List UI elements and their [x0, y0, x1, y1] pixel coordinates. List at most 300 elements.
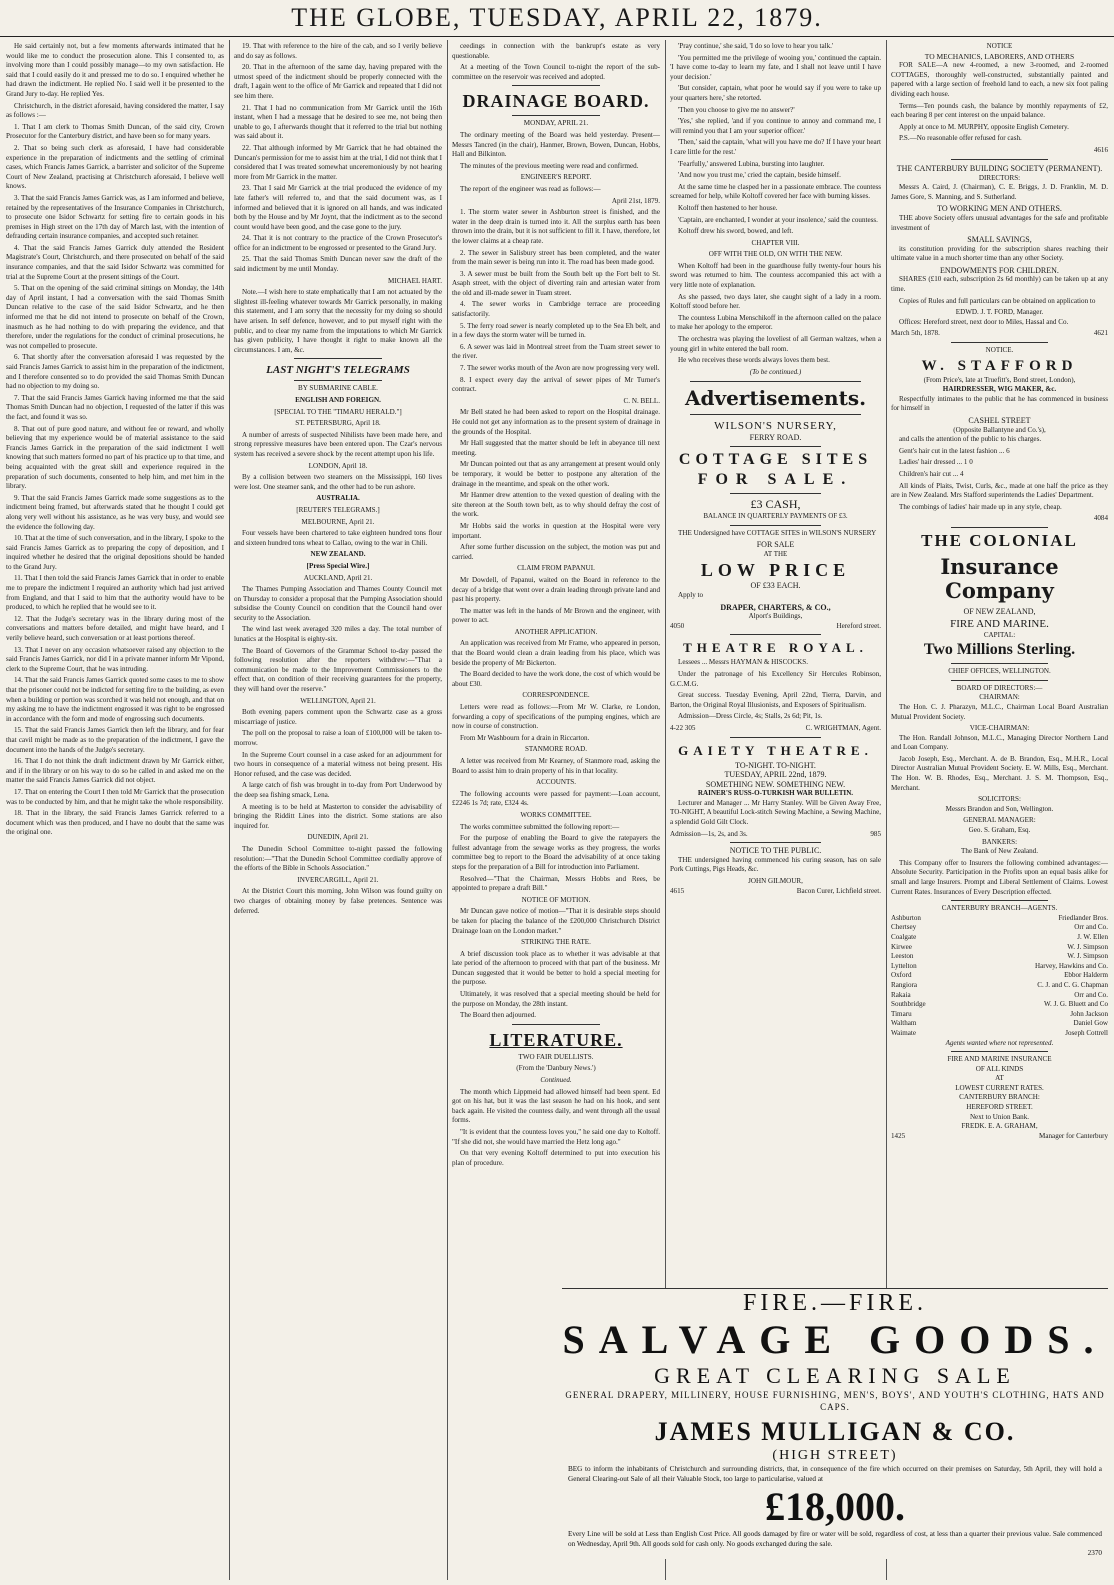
ad-firm-name: JAMES MULLIGAN & CO.	[654, 1417, 1016, 1446]
subhead: CORRESPONDENCE.	[522, 691, 590, 700]
paragraph: The Hon. Randall Johnson, M.L.C., Managing Director Northern Land and Loan Company.	[891, 733, 1108, 752]
ad-subheading: Alport's Buildings,	[748, 612, 803, 621]
section-title: LITERATURE.	[489, 1029, 623, 1050]
paragraph: As she passed, two days later, she caught sight of a lady in a room. Koltoff stood before her.	[670, 292, 881, 311]
ad-subheading: EDWD. J. T. FORD, Manager.	[955, 308, 1044, 317]
agent-name: Orr and Co.	[1074, 990, 1108, 999]
paragraph: Agents wanted where not represented.	[945, 1038, 1054, 1047]
dateline: AUCKLAND, April 21.	[303, 573, 373, 582]
paragraph: Both evening papers comment upon the Schwartz case as a gross miscarriage of justice.	[234, 708, 442, 726]
ad-heading: NOTICE TO THE PUBLIC.	[729, 846, 822, 856]
ad-subheading: (Opposite Ballantyne and Co.'s),	[953, 425, 1046, 434]
paragraph: Christchurch, in the district aforesaid, having considered the matter, I say as follows :—	[6, 101, 224, 120]
paragraph: The ordinary meeting of the Board was held yesterday. Present—Messrs Tancred (in the chair), Hanmer, Brown, Bowen, Duncan, Hobbs, Hall and Bilkinton.	[452, 130, 660, 159]
paragraph: Koltoff drew his sword, bowed, and left.	[678, 227, 794, 236]
ad-number: 4084	[1093, 514, 1108, 523]
ad-subheading: BOARD OF DIRECTORS:—	[956, 683, 1043, 692]
paragraph: 24. That it is not contrary to the practice of the Crown Prosecutor's office for an indictment to be engrossed or presented to the Grand Jury.	[234, 234, 442, 252]
subhead: AUSTRALIA.	[316, 494, 360, 503]
divider	[951, 342, 1048, 343]
paragraph: its constitution providing for the subscription shares reaching their ultimate value in a much shorter time than any other Society.	[891, 244, 1108, 263]
ad-footer	[670, 724, 881, 734]
paragraph: An application was received from Mr Frame, who appeared in person, that the Board would clean a drain leading from his place, which was beside the property of Mr Bickerton.	[452, 639, 660, 667]
paragraph: Koltoff then hastened to her house.	[678, 203, 778, 212]
ad-amount: £18,000.	[765, 1484, 905, 1529]
divider	[294, 358, 382, 359]
agent-row	[891, 952, 1108, 962]
agent-location: Southbridge	[891, 1000, 926, 1009]
paragraph: THE Undersigned have COTTAGE SITES in WILSON'S NURSERY	[678, 528, 877, 537]
divider	[730, 634, 821, 635]
price-line: Children's hair cut ... 4	[899, 469, 964, 478]
paragraph: By a collision between two steamers on the Mississippi, 160 lives were lost. One steamer sank, and the other had to be run ashore.	[234, 473, 442, 491]
agent-location: Oxford	[891, 971, 912, 980]
subhead: ACCOUNTS.	[535, 778, 576, 787]
ad-subheading: RAINER'S RUSS-O-TURKISH WAR BULLETIN.	[697, 789, 854, 798]
paragraph: The Board then adjourned.	[460, 1011, 537, 1020]
ad-heading: SALVAGE GOODS.	[562, 1317, 1108, 1362]
subhead: STANMORE ROAD.	[524, 745, 588, 754]
agent-location: Timaru	[891, 1009, 912, 1018]
subhead: [SPECIAL TO THE "TIMARU HERALD."]	[274, 407, 402, 416]
paragraph: 14. That the said Francis James Garrick quoted some cases to me to show that the prisoner could not be indicted for setting fire to the building, as even when a building or portion was scorched it was held not enough, and that on my asking me to have the indictment engrossed it was right to be engrossed in accordance with the form and mode of engrossing such documents.	[6, 676, 224, 723]
subhead: CHAPTER VIII.	[751, 238, 800, 247]
paragraph: Terms—Ten pounds cash, the balance by monthly repayments of £2, each bearing 8 per cent interest on the unpaid balance.	[891, 101, 1108, 120]
paragraph: 'But consider, captain, what poor he would say if you were to take up your quarters here,' she retorted.	[670, 84, 881, 102]
ad-heading: W. STAFFORD	[921, 357, 1078, 374]
agent-name: W. J. Simpson	[1067, 952, 1108, 961]
subhead: ENGLISH AND FOREIGN.	[295, 396, 381, 404]
paragraph: The wind last week averaged 320 miles a day. The total number of lunatics at the Hospital is eighty-six.	[234, 625, 442, 644]
ad-subheading: OF ALL KINDS	[975, 1064, 1024, 1073]
paragraph: 19. That with reference to the hire of the cab, and so I verily believe and do say as follows.	[234, 42, 442, 60]
ad-subheading: SOMETHING NEW. SOMETHING NEW.	[705, 779, 846, 789]
paragraph: Mr Hanmer drew attention to the vexed question of dealing with the site thereon at the South town belt, as to why should defray the cost of the work.	[452, 491, 660, 519]
ad-subheading: HEREFORD STREET.	[966, 1103, 1033, 1112]
ad-address: Hereford street.	[836, 621, 881, 630]
paragraph: Mr Dowdell, of Papanui, waited on the Board in reference to the decay of a bridge that went over a drain leading through private land and past his property.	[452, 575, 660, 604]
paragraph: SHARES (£10 each, subscription 2s 6d monthly) can be taken up at any time.	[891, 275, 1108, 294]
agent-name: John Jackson	[1070, 1009, 1108, 1018]
agent-location: Rangiora	[891, 980, 918, 989]
paragraph: 13. That I never on any occasion whatsoever raised any objection to the said Francis James Garrick, nor did I in a private manner inform Mr Vipond, clerk to the Supreme Court, that he was intruding.	[6, 645, 224, 673]
agent-location: Lyttelton	[891, 961, 917, 970]
paragraph: 16. That I do not think the draft indictment drawn by Mr Garrick either, and if in the library or on his way to do so he called in and asked me on the matter the said Francis James Garrick did not object.	[6, 757, 224, 785]
paragraph: Apply at once to M. MURPHY, opposite English Cemetery.	[899, 122, 1069, 131]
ad-subheading: GENERAL DRAPERY, MILLINERY, HOUSE FURNISHING, MEN'S, BOYS', AND YOUTH'S CLOTHING, HATS AND CAPS.	[565, 1390, 1105, 1412]
ad-subheading: Next to Union Bank.	[969, 1112, 1030, 1121]
subhead: TWO FAIR DUELLISTS.	[518, 1052, 594, 1061]
agent-name: Friedlander Bros.	[1058, 913, 1108, 922]
section-title: LAST NIGHT'S TELEGRAMS	[266, 364, 410, 377]
agent-row	[891, 981, 1108, 991]
agent-row	[891, 991, 1108, 1001]
agent-name: W. J. Simpson	[1067, 942, 1108, 951]
divider	[951, 159, 1048, 160]
ad-body: BEG to inform the inhabitants of Christchurch and surrounding districts, that, in consequence of the fire which occurred on their premises on Saturday, 5th April, they will hold a General Clearing-out Sale of all their Valuable Stock, too large to particularise, valued at	[568, 1465, 1102, 1483]
paragraph: After some further discussion on the subject, the motion was put and carried.	[452, 543, 660, 561]
ad-subheading: CHAIRMAN:	[979, 693, 1020, 702]
paragraph: 'Then you choose to give me no answer?'	[678, 105, 795, 114]
paragraph: 20. That in the afternoon of the same day, having prepared with the utmost speed of the indictment should be properly connected with the draft, I again went to the office of Mr Garrick and repeated that I did not see him there.	[234, 63, 442, 100]
paragraph: The Dunedin School Committee to-night passed the following resolution:—"That the Dunedin School Committee cordially approve of the efforts of the Bible in Schools Association."	[234, 844, 442, 873]
paragraph: The combings of ladies' hair made up in any style, cheap.	[899, 502, 1062, 511]
paragraph: Under the patronage of his Excellency Sir Hercules Robinson, G.C.M.G.	[670, 669, 881, 688]
paragraph: "It is evident that the countess loves you," he said one day to Koltoff. "If she did not, she would have married the Hetz long ago."	[452, 1128, 660, 1146]
ad-footer	[670, 622, 881, 632]
ad-heading: GAIETY THEATRE.	[678, 742, 873, 758]
paragraph: When Koltoff had been in the guardhouse fully twenty-four hours his sword was returned to him. The countess accompanied this act with a very little note of explanation.	[670, 261, 881, 290]
ad-subheading: CAPITAL:	[983, 630, 1016, 639]
subhead: NEW ZEALAND.	[310, 550, 366, 559]
ad-subheading: JOHN GILMOUR,	[748, 877, 803, 886]
paragraph: Respectfully intimates to the public that he has commenced in business for himself in	[891, 394, 1108, 413]
paragraph: Mr Hall suggested that the matter should be left in abeyance till next meeting.	[452, 439, 660, 457]
divider	[690, 381, 861, 382]
agent-name: Daniel Gow	[1073, 1019, 1108, 1028]
ad-number: 985	[870, 829, 881, 838]
paragraph: THE undersigned having commenced his curing season, has on sale Pork Cuttings, Pigs Heads, &c.	[670, 855, 881, 874]
ad-subheading: (From Price's, late at Truefitt's, Bond street, London),	[923, 375, 1076, 384]
ad-heading: Insurance Company	[940, 553, 1059, 603]
paragraph: 4. The sewer works in Cambridge terrace are proceeding satisfactorily.	[452, 300, 660, 319]
ad-subheading: HAIRDRESSER, WIG MAKER, &c.	[942, 385, 1057, 394]
paragraph: THE above Society offers unusual advantages for the safe and profitable investment of	[891, 213, 1108, 232]
ad-heading: FIRE.—FIRE.	[742, 1290, 927, 1316]
ad-heading: THE COLONIAL	[921, 530, 1078, 550]
paragraph: He said certainly not, but a few moments afterwards intimated that he would like me to conduct the prosecution alone. This I consented to, as involving more than I could possibly manage—to my own satisfaction. He said that I could easily do it and pressed me to do so. I enquired whether he had drawn the indictment. He replied No. I said well it be presented to the Grand Jury to-day. He replied Yes.	[6, 42, 224, 98]
agent-row	[891, 971, 1108, 981]
signature: C. N. BELL.	[623, 396, 660, 405]
paragraph: Messrs Brandon and Son, Wellington.	[945, 804, 1054, 813]
ad-heading: TO MECHANICS, LABORERS, AND OTHERS	[924, 51, 1075, 61]
ad-subheading: DRAPER, CHARTERS, & CO.,	[720, 602, 831, 612]
paragraph: Lessees ... Messrs HAYMAN & HISCOCKS.	[678, 658, 808, 667]
ad-subheading: VICE-CHAIRMAN:	[969, 724, 1030, 733]
ad-heading: GREAT CLEARING SALE	[654, 1363, 1016, 1388]
paragraph: The month which Lippmeid had allowed himself had been spent. Ed got on his hat, but it was the last season he had on his hook, and sent back again. He visited the countess daily, and went through all the usual forms.	[452, 1087, 660, 1125]
subhead: ENGINEER'S REPORT.	[520, 173, 592, 182]
paragraph: 23. That I said Mr Garrick at the trial produced the evidence of my late father's will referred to, and that the said document was, as I informed and believed that it is ignored on all hands, and was indicated both by the House and by Mr Joynt, that the indictment as to the second count would have been good, and the case gone to the jury.	[234, 184, 442, 231]
ad-subheading: ENDOWMENTS FOR CHILDREN.	[940, 265, 1059, 275]
paragraph: 10. That at the time of such conversation, and in the library, I spoke to the said Francis James Garrick as to preparing the copy of deposition, and I inquired whether he desired that the original depositions should be handed to the Grand Jury.	[6, 534, 224, 571]
ad-subheading: AT	[995, 1074, 1004, 1083]
paragraph: Geo. S. Graham, Esq.	[968, 826, 1031, 835]
paragraph: 2. That so being such clerk as aforesaid, I have had considerable experience in the preparation of indictments and the settling of criminal cases, which Francis James Garrick, a barrister and solicitor of the Supreme Court of New Zealand, practising at Christchurch aforesaid, I believe well knows.	[6, 143, 224, 191]
paragraph: Great success. Tuesday Evening, April 22nd, Tierra, Darvin, and Barton, the Original Royal Illusionists, and Exposers of Spiritualism.	[670, 691, 881, 709]
agent-row	[891, 923, 1108, 933]
ad-admission: Admission—1s, 2s, and 3s.	[670, 829, 748, 838]
ad-heading: LOW PRICE	[700, 560, 851, 581]
ad-number: 1425	[891, 1131, 906, 1140]
agents-list	[891, 914, 1108, 1039]
paragraph: 22. That although informed by Mr Garrick that he had obtained the Duncan's permission for me to assist him at the trial, I did not think that I considered that I was treated somewhat unceremoniously by not hearing more from Mr Garrick in the matter.	[234, 143, 442, 181]
paragraph: 7. That the said Francis James Garrick having informed me that the said Thomas Smith Duncan had no objection, I requested of the latter if this was the fact, and found it was so.	[6, 393, 224, 421]
ad-number: 4616	[1093, 145, 1108, 154]
paragraph: 'Then,' said the captain, 'what will you have me do? If I have your heart I care little for the rest.'	[670, 138, 881, 156]
divider	[730, 842, 821, 843]
agent-row	[891, 1029, 1108, 1039]
agent-name: Joseph Cottrell	[1065, 1028, 1108, 1037]
ad-subheading: AT THE	[763, 549, 788, 558]
masthead: THE GLOBE, TUESDAY, APRIL 22, 1879.	[0, 0, 1114, 37]
divider	[730, 446, 821, 447]
agent-location: Ashburton	[891, 913, 921, 922]
paragraph: Ultimately, it was resolved that a special meeting should be held for the purpose on Monday, the 28th instant.	[452, 990, 660, 1008]
ad-subheading: BANKERS:	[981, 837, 1018, 846]
ad-subheading: GENERAL MANAGER:	[963, 816, 1036, 825]
agent-location: Coalgate	[891, 932, 917, 941]
dateline: April 21st, 1879.	[611, 196, 660, 205]
paragraph: 6. That shortly after the conversation aforesaid I was requested by the said Francis James Garrick to assist him in the preparation of the indictment, and I therefore consented so to do provided the said Thomas Smith Duncan had no objection to my doing so.	[6, 353, 224, 391]
ad-heading: THEATRE ROYAL.	[683, 640, 868, 656]
paragraph: 7. The sewer works mouth of the Avon are now progressing very well.	[460, 364, 660, 373]
salvage-advertisement	[562, 1288, 1108, 1559]
paragraph: 2. The sewer in Salisbury street has been completed, and the water from the main sewer is being run into it. The road has been made good.	[452, 248, 660, 267]
paragraph: FOR SALE—A new 4-roomed, a new 3-roomed, and 2-roomed COTTAGES, thoroughly well-constructed, substantially painted and papered with a large section of freehold land to each, a new six foot paling dividing each house.	[891, 61, 1108, 98]
dateline: LONDON, April 18.	[308, 461, 368, 470]
paragraph: 18. That in the library, the said Francis James Garrick referred to a document which was then produced, and I have no doubt that the same was the original one.	[6, 809, 224, 837]
ad-footer	[670, 830, 881, 840]
subhead: (From the 'Danbury News.')	[516, 1064, 596, 1073]
ad-address: Bacon Curer, Lichfield street.	[796, 886, 881, 895]
ad-subheading: CASHEL STREET	[968, 416, 1031, 425]
ad-subheading: OF £33 EACH.	[750, 581, 801, 591]
price-line: Ladies' hair dressed ... 1 0	[899, 458, 973, 467]
divider	[951, 527, 1048, 528]
ad-number: 4615	[670, 886, 685, 895]
paragraph: 25. That the said Thomas Smith Duncan never saw the draft of the said indictment by me until Monday.	[234, 255, 442, 274]
note: Note.—I wish here to state emphatically that I am not actuated by the slightest ill-feeling whatever towards Mr Garrick personally, in making this statement, and I am sorry that the necessity for my doing so should have arisen. In self defence, however, and to put myself right with the public, and to clear my name from the imputations to which Mr Garrick has given publicity, I have thought it right to make known all the circumstances. I am, &c.	[234, 288, 442, 354]
paragraph: 21. That I had no communication from Mr Garrick until the 16th instant, when I had a message that he desired to see me, not being then unable to go, I afterwards thought that it referred to the trial but nothing was said about it.	[234, 103, 442, 141]
section-title: DRAINAGE BOARD.	[462, 91, 650, 112]
paragraph: 'You permitted me the privilege of wooing you,' continued the captain. 'I have come to-day to learn my fate, and I shall not leave until I have your decision.'	[670, 53, 881, 81]
paragraph: Mr Bell stated he had been asked to report on the Hospital drainage. He could not get any information as to the present system of drainage in the grounds of the Hospital.	[452, 408, 660, 436]
ad-subheading: NOTICE	[986, 42, 1013, 50]
paragraph: 'And now you trust me,' cried the captain, beside himself.	[678, 171, 841, 180]
paragraph: Messrs A. Caird, J. (Chairman), C. E. Briggs, J. D. Franklin, M. D. James Gore, S. Manning, and S. Sutherland.	[891, 183, 1108, 201]
agent-location: Kirwee	[891, 942, 912, 951]
paragraph: A large catch of fish was brought in to-day from Port Underwood by the deep sea fishing smack, Lena.	[234, 781, 442, 799]
ad-number: 4050	[670, 621, 685, 630]
paragraph: The Board of Governors of the Grammar School to-day passed the following resolution after the reporters withdrew:—"That a communication be made to the Improvement Commissioners to the effect that, on condition of their receiving guarantees for the property, they will hand over the reserve."	[234, 646, 442, 694]
paragraph: and calls the attention of the public to his charges.	[899, 435, 1042, 444]
divider	[690, 414, 861, 415]
paragraph: At the same time he clasped her in a passionate embrace. The countess screamed for help, while Koltoff covered her face with burning kisses.	[670, 182, 881, 201]
paragraph: A letter was received from Mr Kearney, of Stanmore road, asking the Board to assist him to drain property of his in that locality.	[452, 757, 660, 775]
agent-location: Waimate	[891, 1028, 917, 1037]
paragraph: Copies of Rules and full particulars can be obtained on application to	[899, 296, 1096, 305]
divider	[951, 900, 1048, 901]
divider	[951, 680, 1048, 681]
ad-heading: THE CANTERBURY BUILDING SOCIETY (PERMANENT).	[896, 163, 1103, 173]
subhead: [Press Special Wire.]	[306, 561, 370, 570]
subhead: (To be continued.)	[749, 367, 802, 376]
agent-location: Waltham	[891, 1019, 917, 1028]
subhead: OFF WITH THE OLD, ON WITH THE NEW.	[708, 250, 843, 259]
ad-footer	[891, 329, 1108, 339]
paragraph: The orchestra was playing the loveliest of all German waltzes, when a young girl in white entered the ball room.	[670, 335, 881, 353]
dateline: INVERCARGILL, April 21.	[297, 875, 379, 884]
subhead: Continued.	[540, 1076, 572, 1085]
ad-number: 4621	[1093, 329, 1108, 338]
subhead: BY SUBMARINE CABLE.	[298, 384, 378, 393]
paragraph: From Mr Washbourn for a drain in Riccarton.	[460, 733, 590, 742]
dateline: MONDAY, APRIL 21.	[523, 119, 589, 128]
ad-heading: TO WORKING MEN AND OTHERS.	[937, 204, 1062, 214]
agent-row	[891, 1010, 1108, 1020]
ad-number: 4-22 305	[670, 723, 696, 732]
column-1	[6, 42, 224, 1577]
paragraph: Mr Duncan pointed out that as any arrangement at present would only be temporary, it would be better to postpone any alteration of the drainage in the meantime, and speak on the other work.	[452, 460, 660, 488]
paragraph: Admission—Dress Circle, 4s; Stalls, 2s 6d; Pit, 1s.	[678, 712, 823, 721]
agent-row	[891, 933, 1108, 943]
paragraph: The report of the engineer was read as follows:—	[460, 184, 601, 193]
subhead: ANOTHER APPLICATION.	[514, 627, 598, 636]
paragraph: In the Supreme Court counsel in a case asked for an adjournment for two hours in consequence of a material witness not being present. His Honor refused, and the case was decided.	[234, 750, 442, 778]
ad-subheading: CANTERBURY BRANCH—AGENTS.	[941, 904, 1058, 913]
paragraph: At a meeting of the Town Council to-night the report of the sub-committee on the reservoir was received and adopted.	[452, 63, 660, 81]
column-rule	[447, 40, 448, 1580]
paragraph: He who receives these words always loves them best.	[678, 356, 830, 365]
paragraph: On that very evening Koltoff determined to put into execution his plan of procedure.	[452, 1149, 660, 1167]
paragraph: 11. That I then told the said Francis James Garrick that in order to enable me to prepare the indictment I required an authority which had just arrived from England, and that I said to him that the authority would have to be produced, to which he replied that he would see to it.	[6, 574, 224, 612]
ad-footer	[891, 1132, 1108, 1142]
paragraph: 6. A sewer was laid in Montreal street from the Tuam street sewer to the river.	[452, 342, 660, 361]
paragraph: Four vessels have been chartered to take eighteen hundred tons flour and sixteen hundred tons wheat to Callao, owing to the war in Chili.	[234, 529, 442, 547]
paragraph: Letters were read as follows:—From Mr W. Clarke, re London, forwarding a copy of specifications of the pumping engines, which are now in course of construction.	[452, 703, 660, 731]
paragraph: For the purpose of enabling the Board to give the ratepayers the fullest advantage from the sewage works as they progress, the works committee beg to report to the Board the advisability of at once taking steps for the preparation of a Bill for introduction into Parliament.	[452, 834, 660, 871]
paragraph: A meeting is to be held at Masterton to consider the advisability of bringing the Ridditt Lines into the district. Some stations are also inquired for.	[234, 802, 442, 830]
ad-subheading: FERRY ROAD.	[749, 433, 802, 443]
agent-row	[891, 962, 1108, 972]
paragraph: 'Pray continue,' she said, 'I do so love to hear you talk.'	[678, 42, 834, 50]
paragraph: P.S.—No reasonable offer refused for cash.	[899, 134, 1022, 143]
ad-subheading: CANTERBURY BRANCH:	[959, 1093, 1040, 1102]
agent-name: Orr and Co.	[1074, 923, 1108, 932]
ad-subheading: (HIGH STREET)	[772, 1448, 898, 1463]
paragraph: 15. That the said Francis James Garrick then left the library, and for fear that cavil might be made as to the preparation of the indictment, I gave the document into the hands of the Judge's secretary.	[6, 726, 224, 754]
ad-subheading: OF NEW ZEALAND,	[963, 606, 1036, 616]
paragraph: 4. That the said Francis James Garrick duly attended the Resident Magistrate's Court, Christchurch, and there prosecuted on behalf of the said insurance companies, and that the said Isidor Schwartz was committed for trial at the Supreme Court at the present sittings of the Court.	[6, 243, 224, 281]
subhead: STRIKING THE RATE.	[521, 938, 591, 947]
ad-subheading: DIRECTORS:	[978, 173, 1021, 182]
paragraph: At the District Court this morning, John Wilson was found guilty on two charges of obtaining money by false pretences. Sentence was deferred.	[234, 887, 442, 915]
agent-name: W. J. G. Bluett and Co	[1044, 1000, 1108, 1009]
ad-subheading: TO-NIGHT. TO-NIGHT.	[735, 760, 816, 770]
paragraph: Mr Duncan gave notice of motion—"That it is desirable steps should be taken for placing the balance of the £200,000 Christchurch District Drainage loan on the London market."	[452, 907, 660, 935]
price-line: Gent's hair cut in the latest fashion ... 6	[899, 446, 1010, 455]
divider	[512, 85, 600, 86]
paragraph: The poll on the proposal to raise a loan of £100,000 will be taken to-morrow.	[234, 729, 442, 747]
paragraph: A brief discussion took place as to whether it was advisable at that late period of the afternoon to proceed with that part of the business. Mr Duncan suggested that it would be better to hold a special meeting for the purpose.	[452, 949, 660, 987]
agent-name: C. J. and C. G. Chapman	[1037, 980, 1108, 989]
paragraph: 3. A sewer must be built from the South belt up the Fort belt to St. Asaph street, with the object of diverting rain and artesian water from the old and ill-made sewer in Tuam street.	[452, 269, 660, 297]
divider	[730, 525, 821, 526]
paragraph: 'Captain, are enchanted, I wonder at your insolence,' said the countess.	[678, 215, 878, 224]
agent-location: Chertsey	[891, 923, 917, 932]
subhead: [REUTER'S TELEGRAMS.]	[296, 505, 380, 514]
subhead: WORKS COMMITTEE.	[520, 810, 592, 819]
ad-footer: Every Line will be sold at Less than English Cost Price. All goods damaged by fire or water will be sold, regardless of cost, at less than a quarter their previous value. Sale commenced on Wednesday, April 9th. All goods sold for cash only. No goods exchanged during the sale.	[568, 1530, 1102, 1548]
paragraph: This Company offer to Insurers the following combined advantages:— Absolute Security. Participation in the Profits upon an equal basis alike for small and large Insurers. Prompt and Liberal Settlement of Claims. Lowest Current Rates. Insurances of Every Description effected.	[891, 858, 1108, 896]
agent-name: Ebbor Halderm	[1064, 971, 1108, 980]
signature: MICHAEL HART.	[388, 276, 442, 285]
subhead: NOTICE OF MOTION.	[521, 895, 591, 904]
ad-subheading: CHIEF OFFICES, WELLINGTON.	[948, 667, 1051, 676]
dateline: ST. PETERSBURG, April 18.	[295, 419, 381, 428]
paragraph: Resolved—"That the Chairman, Messrs Hobbs and Rees, be appointed to prepare a draft Bill."	[452, 874, 660, 893]
paragraph: Lecturer and Manager ... Mr Harry Stanley. Will be Given Away Free, TO-NIGHT, A beautiful Lock-stitch Sewing Machine, a Sewing Machine, a splendid Gold Gilt Clock.	[670, 798, 881, 827]
paragraph: The Board decided to have the work done, the cost of which would be about £30.	[452, 670, 660, 688]
agent-row	[891, 1019, 1108, 1029]
paragraph: All kinds of Plaits, Twist, Curls, &c., made at one half the price as they are in New Zealand. Mrs Stafford superintends the Ladies' Department.	[891, 481, 1108, 500]
dateline: MELBOURNE, April 21.	[301, 517, 375, 526]
paragraph: The minutes of the previous meeting were read and confirmed.	[460, 161, 639, 170]
agent-location: Leeston	[891, 952, 914, 961]
ad-heading: Two Millions Sterling.	[923, 641, 1076, 659]
paragraph: 1. The storm water sewer in Ashburton street is finished, and the water in the deep drain is turned into it. All the surplus earth has been thrown into the drain, but it is not sufficient to fill it. I have, therefore, let the lower claims at a cheap rate.	[452, 208, 660, 245]
divider	[512, 115, 600, 116]
paragraph: 12. That the Judge's secretary was in the library during most of the conversations and matters before detailed, and might have heard, and I verily believe heard, such conversation or at least portions thereof.	[6, 614, 224, 643]
paragraph: The countess Lubina Menschikoff in the afternoon called on the palace to make her apology to the emperor.	[670, 313, 881, 332]
ad-subheading: NOTICE.	[985, 346, 1014, 355]
paragraph: 9. That the said Francis James Garrick made some suggestions as to the indictment being framed, but afterwards stated that he thought I could get along very well without his assistance, as he was very busy, and would see the evidence the following day.	[6, 493, 224, 531]
ad-heading: COTTAGE SITES	[678, 451, 873, 468]
paragraph: 3. That the said Francis James Garrick was, as I am informed and believe, retained by the representatives of the Insurance Companies in Christchurch, to prosecute one Isidor Schwartz for setting fire to certain goods in his premises in High street on the 17th day of March last, with the intention of defrauding certain insurance companies, and accepted such retainer.	[6, 193, 224, 241]
agent-row	[891, 943, 1108, 953]
ad-subheading: TUESDAY, APRIL 22nd, 1879.	[724, 770, 827, 780]
dateline: DUNEDIN, April 21.	[307, 833, 369, 842]
paragraph: A number of arrests of suspected Nihilists have been made here, and strong repressive measures have been entered upon. The Czar's nervous system has received a severe shock by the recent attempt upon his life.	[234, 430, 442, 458]
paragraph: 8. That out of pure good nature, and without fee or reward, and wholly believing that my experience would be of material assistance to the said Francis James Garrick in the preparation of the said indictment I well knowing that such matters formed no part of his practice up to that time, and being acquainted with the great skill and experience required in the preparation of such documents, consented to help him, and met him in the library.	[6, 424, 224, 491]
agent-location: Rakaia	[891, 990, 911, 999]
ad-footer	[670, 887, 881, 897]
paragraph: 8. I expect every day the arrival of sewer pipes of Mr Turner's contract.	[452, 375, 660, 394]
ad-subheading: SMALL SAVINGS,	[967, 235, 1032, 245]
column-rule	[229, 40, 230, 1580]
paragraph: 1. That I am clerk to Thomas Smith Duncan, of the said city, Crown Prosecutor for the Canterbury district, and have been so for many years.	[6, 122, 224, 141]
ad-date: March 5th, 1878.	[891, 329, 940, 338]
agent-name: J. W. Ellen	[1077, 932, 1108, 941]
paragraph: The works committee submitted the following report:—	[460, 822, 620, 831]
ad-subheading: SOLICITORS:	[978, 795, 1021, 804]
column-2	[234, 42, 442, 1577]
section-title: Advertisements.	[684, 386, 867, 411]
paragraph: Apply to	[678, 590, 704, 599]
ad-subheading: FIRE AND MARINE.	[950, 617, 1049, 630]
ad-heading: FOR SALE.	[697, 471, 854, 488]
paragraph: 5. The ferry road sewer is nearly completed up to the Sea Eh belt, and in a few days the storm water will be turned in.	[452, 321, 660, 340]
subhead: CLAIM FROM PAPANUI.	[517, 564, 595, 573]
agent-row	[891, 1000, 1108, 1010]
paragraph: Offices: Hereford street, next door to Miles, Hassal and Co.	[899, 317, 1069, 326]
ad-agent: Manager for Canterbury	[1039, 1131, 1108, 1140]
paragraph: ceedings in connection with the bankrupt's estate as very questionable.	[452, 42, 660, 60]
paragraph: Jacob Joseph, Esq., Merchant. A. de B. Brandon, Esq., M.H.R., Local Director Australian Mutual Provident Society. E. W. Mills, Esq., Merchant. The Hon. W. B. Rhodes, Esq., Merchant. J. S. M. Thompson, Esq., Merchant.	[891, 754, 1108, 792]
dateline: WELLINGTON, April 21.	[300, 696, 376, 705]
paragraph: The matter was left in the hands of Mr Brown and the engineer, with power to act.	[452, 606, 660, 625]
paragraph: Mr Hobbs said the works in question at the Hospital were very important.	[452, 521, 660, 540]
divider	[730, 493, 821, 494]
divider	[951, 1051, 1048, 1052]
paragraph: The following accounts were passed for payment:—Loan account, £2246 1s 7d; rate, £324 4s.	[452, 789, 660, 808]
divider	[294, 380, 382, 381]
ad-number: 2370	[1087, 1549, 1102, 1557]
paragraph: 5. That on the opening of the said criminal sittings on Monday, the 14th day of April instant, I had a conversation with the said Thomas Smith Duncan relative to the case of the said Isidor Schwartz, and he then informed me that he did not intend to prosecute on behalf of the Crown, inasmuch as he had nothing to do with preparing the evidence, and that therefore, under the regulations for the conduct of criminal prosecutions, he was not compelled to prosecute.	[6, 284, 224, 350]
divider	[951, 663, 1048, 664]
ad-subheading: FREDK. E. A. GRAHAM,	[961, 1122, 1038, 1131]
